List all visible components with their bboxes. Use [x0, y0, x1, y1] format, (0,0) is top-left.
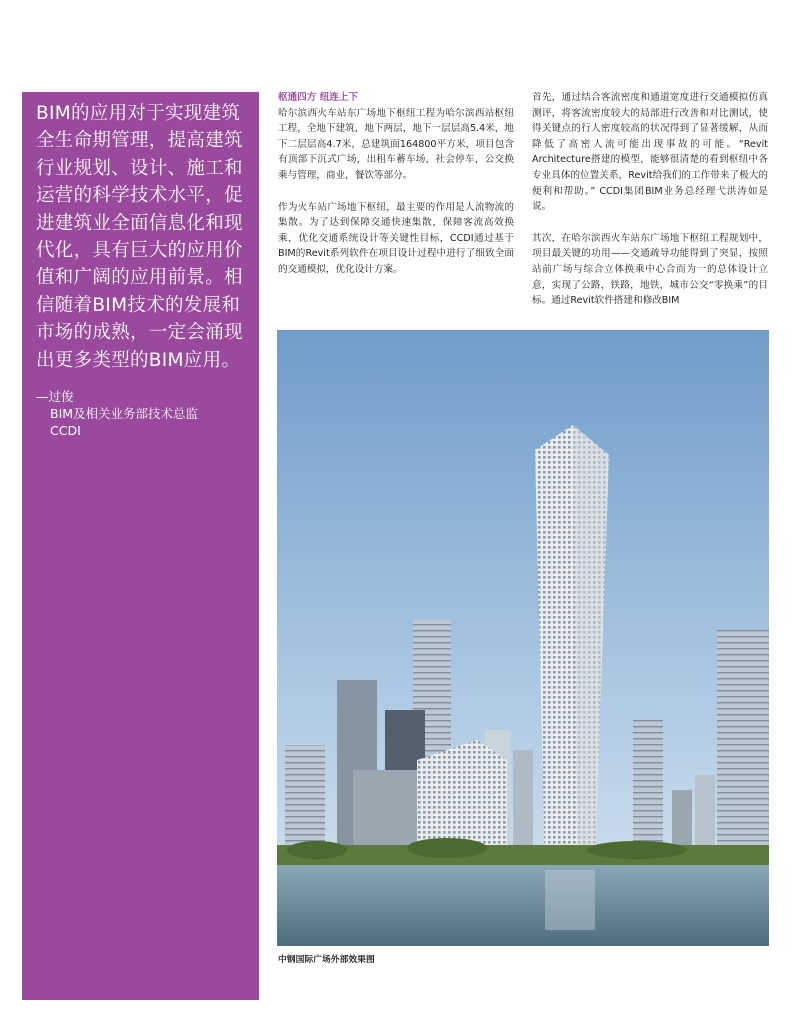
building-rendering-image [277, 330, 769, 946]
paragraph: 首先，通过结合客流密度和通道宽度进行交通模拟仿真测评，将客流密度较大的局部进行改善和对比测试，使得关键点的行人密度较高的状况得到了显著缓解，从而降低了高密人流可能出现事故的可能。“Revit Architecture搭建的模型，能够很清楚的看到枢纽中各专业具体的位置关系，Revit给我们的工作带来了极大的便利和帮助。” CCDI集团BIM业务总经理弋洪涛如是说。 [532, 92, 768, 213]
section-heading: 枢通四方 纽连上下 [278, 92, 359, 103]
quote-sidebar [22, 92, 259, 1000]
paragraph: 作为火车站广场地下枢纽，最主要的作用是人流物流的集散。为了达到保障交通快速集散，保障客流高效换乘，优化交通系统设计等关键性目标，CCDI通过基于BIM的Revit系列软件在项目设计过程中进行了细致全面的交通模拟，优化设计方案。 [278, 201, 514, 275]
quote-author: —过俊 [36, 389, 74, 405]
image-caption: 中钢国际广场外部效果图 [278, 955, 375, 965]
quote-author-title: BIM及相关业务部技术总监 [50, 406, 199, 422]
quote-attribution [36, 388, 249, 439]
text-column-right [532, 90, 768, 325]
skyline-illustration [277, 330, 769, 946]
paragraph: 其次，在哈尔滨西火车站东广场地下枢纽工程规划中，项目最关键的功用——交通疏导功能得到了突显，按照站前广场与综合立体换乘中心合而为一的总体设计立意，实现了公路，铁路，地铁，城市公交“零换乘”的目标。通过Revit软件搭建和修改BIM [532, 232, 768, 307]
text-column-left [278, 90, 514, 294]
paragraph: 哈尔滨西火车站东广场地下枢纽工程为哈尔滨西站枢纽工程，全地下建筑，地下两层，地下一层层高5.4米，地下二层层高4.7米，总建筑面164800平方米，项目包含有顶部下沉式广场，出租车蓄车场，社会停车，公交换乘与管理，商业，餐饮等部分。 [278, 107, 514, 181]
quote-author-company: CCDI [50, 423, 81, 439]
pull-quote: BIM的应用对于实现建筑全生命期管理，提高建筑行业规划、设计、施工和运营的科学技术水平，促进建筑业全面信息化和现代化，具有巨大的应用价值和广阔的应用前景。相信随着BIM技术的发展和市场的成熟，一定会涌现出更多类型的BIM应用。 [36, 103, 243, 371]
